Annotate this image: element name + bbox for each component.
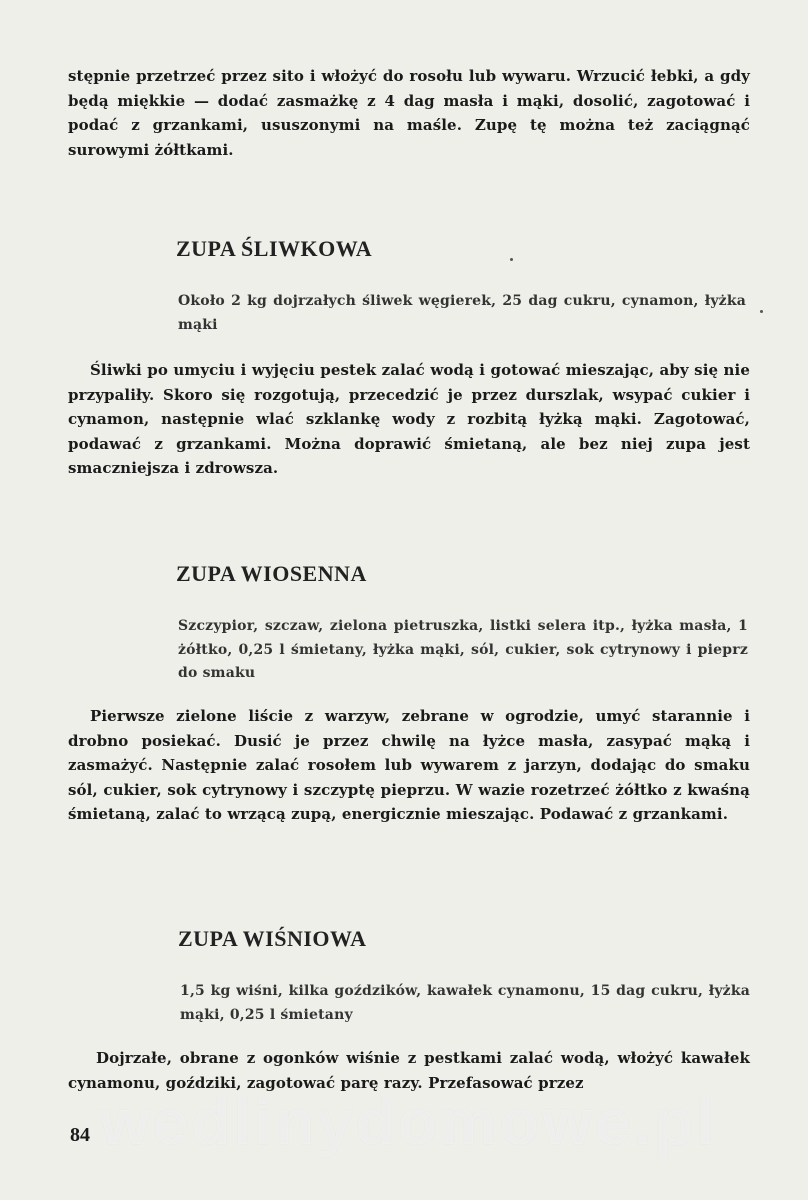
intro-paragraph: stępnie przetrzeć przez sito i włożyć do rosołu lub wywaru. Wrzucić łebki, a gdy będą miękkie — dodać zasmażkę z 4 dag masła i mąki, dosolić, zagotować i podać z grzankami, ususzonymi na maśle. Zupę tę można też zaciągnąć surowymi żółtkami. xyxy=(68,67,750,159)
recipe-title-wiosenna: ZUPA WIOSENNA xyxy=(176,561,367,586)
instructions-sliwkowa: Śliwki po umyciu i wyjęciu pestek zalać wodą i gotować mieszając, aby się nie przypaliły. Skoro się rozgotują, przecedzić je przez durszlak, wsypać cukier i cynamon, następnie wlać szklankę wody z rozbitą łyżką mąki. Zagotować, podawać z grzankami. Można doprawić śmietaną, ale bez niej zupa jest smaczniejsza i zdrowsza. xyxy=(68,361,750,478)
recipe-title-sliwkowa: ZUPA ŚLIWKOWA xyxy=(176,236,373,261)
instructions-wisniowa: Dojrzałe, obrane z ogonków wiśnie z pestkami zalać wodą, włożyć kawałek cynamonu, goździki, zagotować parę razy. Przefasować przez xyxy=(68,1049,750,1092)
recipe-title-wisniowa: ZUPA WIŚNIOWA xyxy=(178,926,367,951)
watermark: wedlinydomowe.pl xyxy=(100,1086,717,1158)
ingredients-wiosenna: Szczypior, szczaw, zielona pietruszka, listki selera itp., łyżka masła, 1 żółtko, 0,25 l śmietany, łyżka mąki, sól, cukier, sok cytrynowy i pieprz do smaku xyxy=(178,618,748,681)
speck xyxy=(510,258,513,261)
page-number: 84 xyxy=(70,1124,90,1146)
instructions-wiosenna: Pierwsze zielone liście z warzyw, zebrane w ogrodzie, umyć starannie i drobno posiekać. Dusić je przez chwilę na łyżce masła, zasypać mąką i zasmażyć. Następnie zalać rosołem lub wywarem z jarzyn, dodając do smaku sól, cukier, sok cytrynowy i szczyptę pieprzu. W wazie rozetrzeć żółtko z kwaśną śmietaną, zalać to wrzącą zupą, energicznie mieszając. Podawać z grzankami. xyxy=(68,707,750,824)
ingredients-wisniowa: 1,5 kg wiśni, kilka goździków, kawałek cynamonu, 15 dag cukru, łyżka mąki, 0,25 l śmietany xyxy=(180,983,750,1023)
ingredients-sliwkowa: Około 2 kg dojrzałych śliwek węgierek, 25 dag cukru, cynamon, łyżka mąki xyxy=(178,293,746,333)
speck xyxy=(760,310,763,313)
